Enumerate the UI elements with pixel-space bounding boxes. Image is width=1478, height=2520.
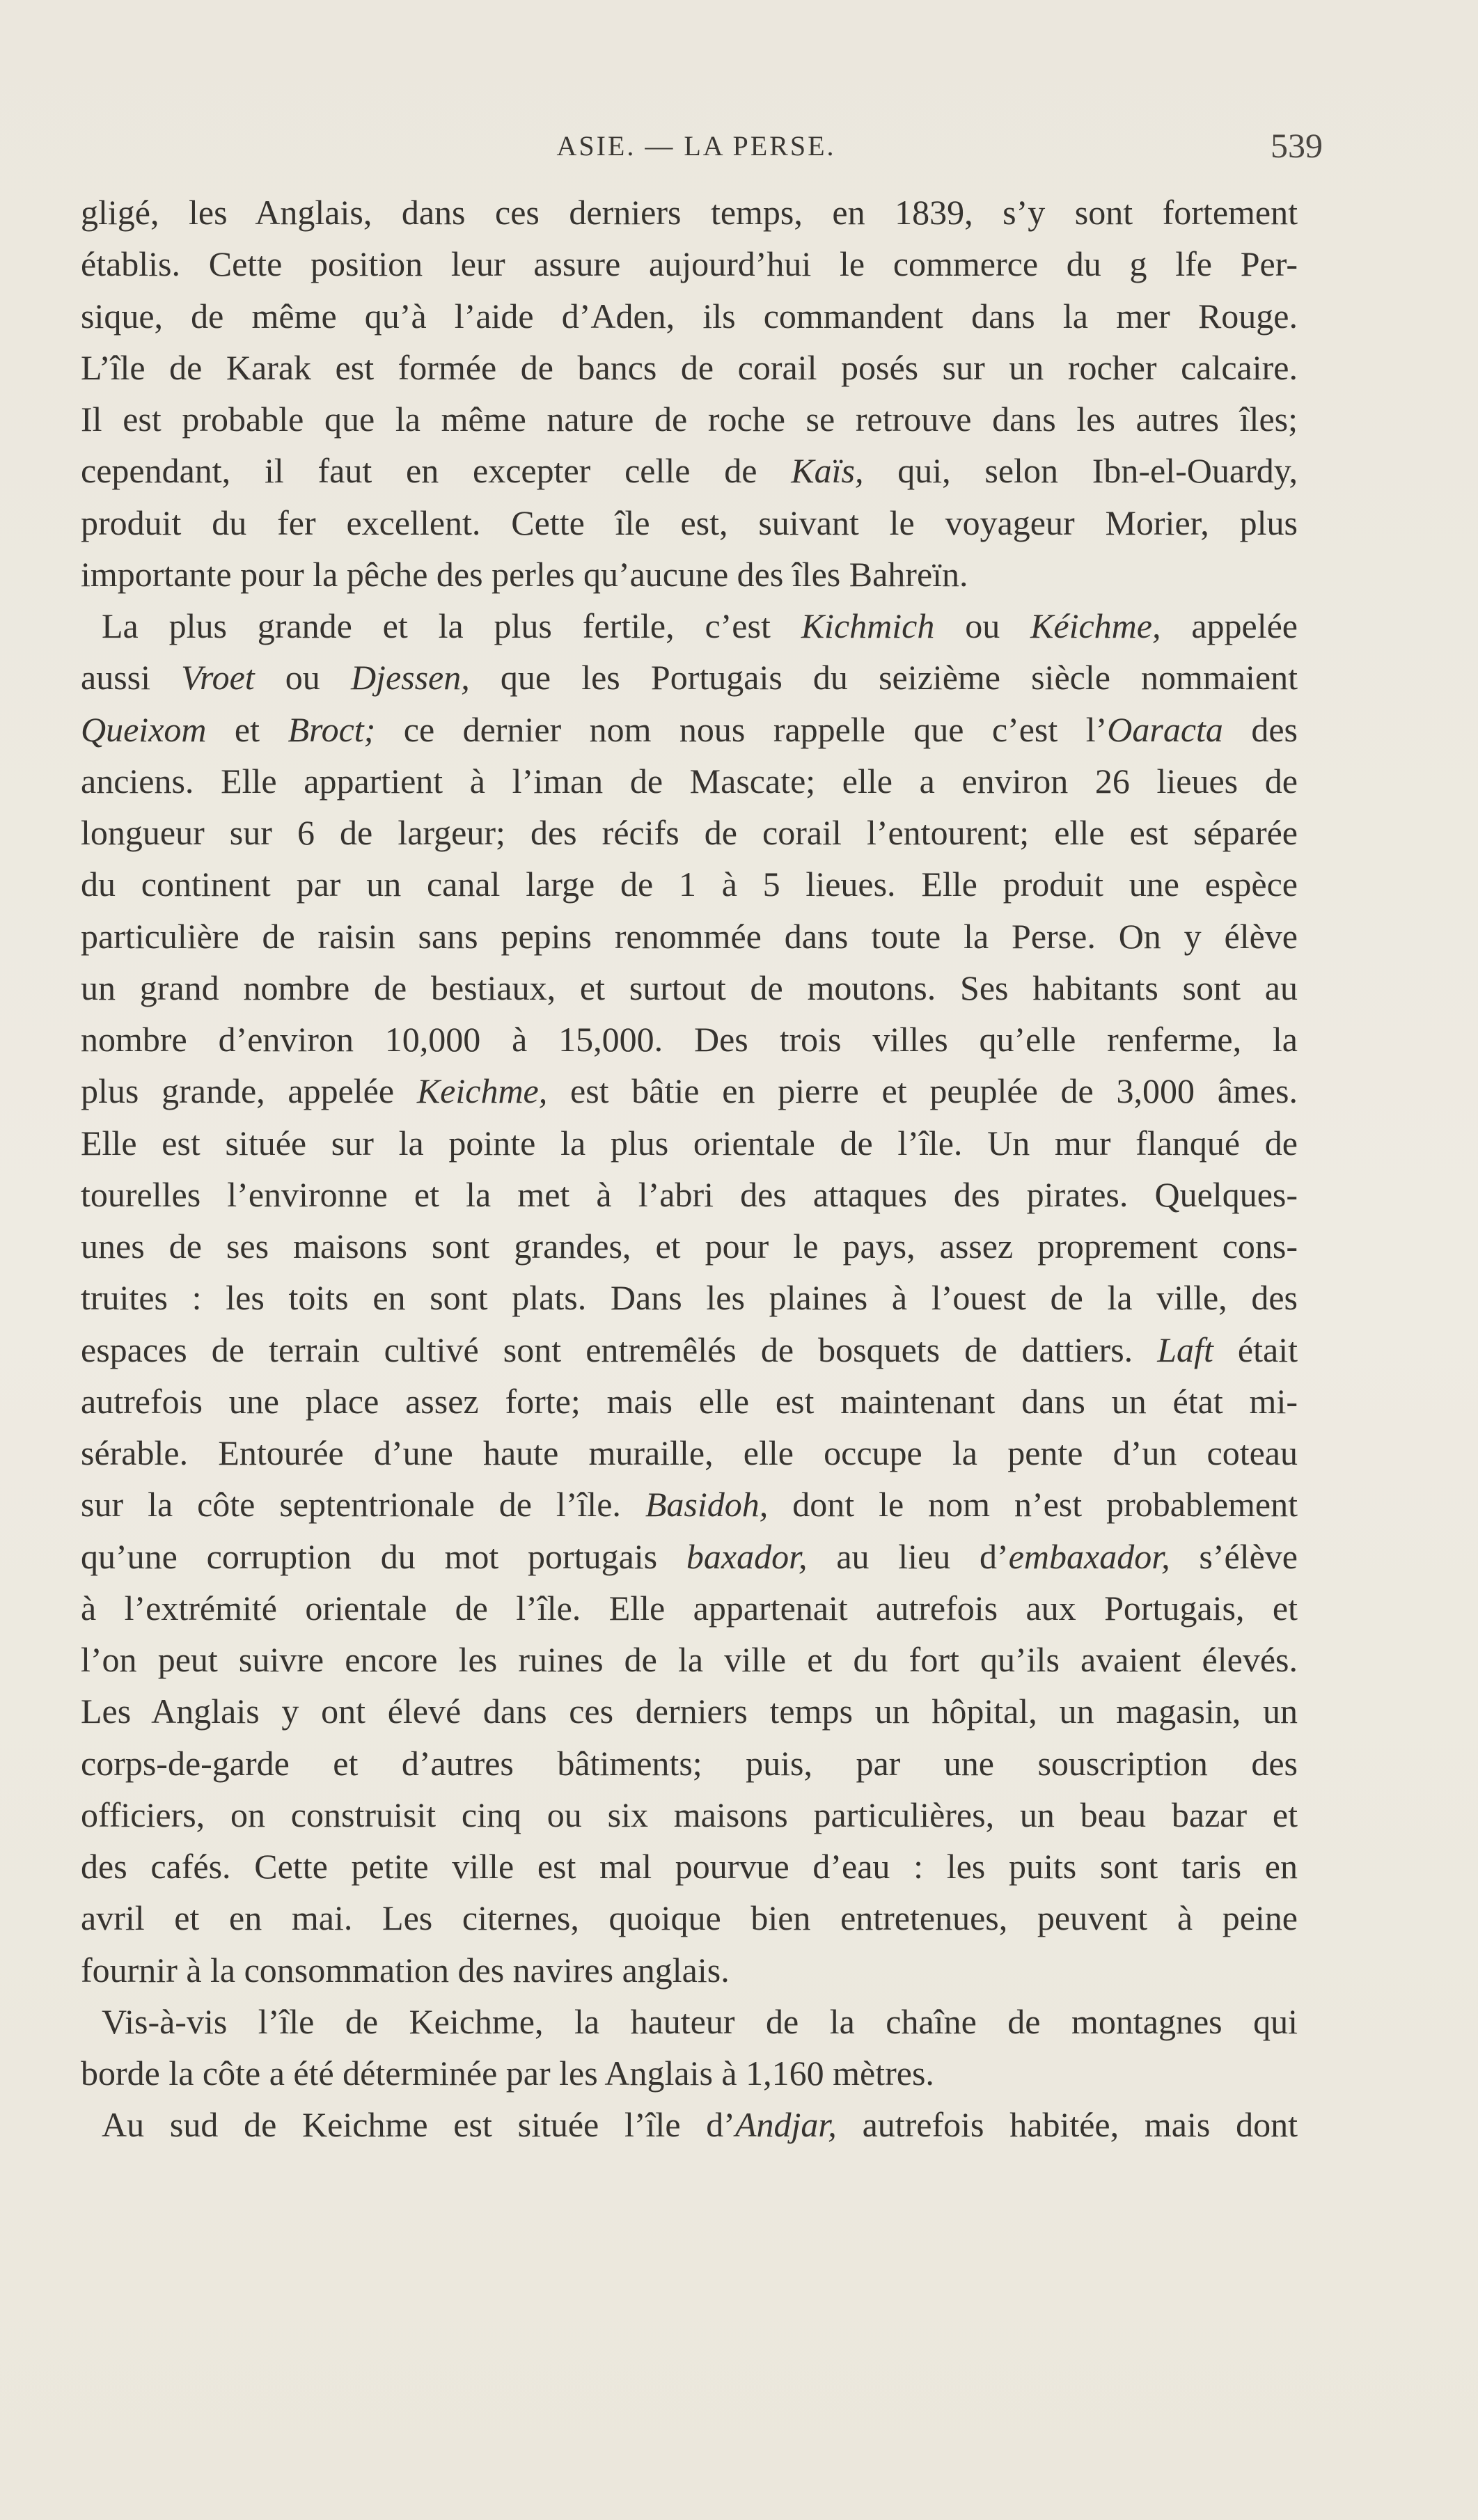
text-line bbox=[81, 290, 1298, 342]
italic-text-segment: Kichmich bbox=[801, 606, 935, 645]
text-segment: corps-de-garde et d’autres bâtiments; puis, par une souscription des bbox=[81, 1743, 1298, 1783]
text-segment: Elle est située sur la pointe la plus orientale de l’île. Un mur flanqué de bbox=[81, 1123, 1298, 1163]
text-segment: établis. Cette position leur assure aujourd’hui le commerce du g lfe Per- bbox=[81, 244, 1298, 284]
text-line bbox=[81, 1117, 1298, 1169]
text-segment: que les Portugais du seizième siècle nommaient bbox=[469, 658, 1298, 698]
text-line bbox=[81, 1634, 1298, 1685]
text-line bbox=[81, 704, 1298, 755]
text-segment: l’on peut suivre encore les ruines de la ville et du fort qu’ils avaient élevés. bbox=[81, 1640, 1298, 1679]
text-segment: particulière de raisin sans pepins renommée dans toute la Perse. On y élève bbox=[81, 916, 1298, 956]
text-segment: qui, selon Ibn-el-Ouardy, bbox=[863, 451, 1298, 491]
text-segment: La plus grande et la plus fertile, c’est bbox=[102, 606, 801, 645]
text-line bbox=[81, 1582, 1298, 1634]
text-segment: anciens. Elle appartient à l’iman de Mascate; elle a environ 26 lieues de bbox=[81, 761, 1298, 801]
text-line bbox=[81, 1324, 1298, 1376]
text-segment: était bbox=[1213, 1330, 1298, 1369]
body-text bbox=[81, 187, 1298, 2219]
text-segment: fournir à la consommation des navires anglais. bbox=[81, 1950, 730, 1990]
text-segment: est bâtie en pierre et peuplée de 3,000 âmes. bbox=[547, 1071, 1298, 1111]
italic-text-segment: Laft bbox=[1157, 1330, 1213, 1369]
text-line bbox=[81, 1789, 1298, 1841]
text-segment: produit du fer excellent. Cette île est, suivant le voyageur Morier, plus bbox=[81, 503, 1298, 542]
text-segment: L’île de Karak est formée de bancs de corail posés sur un rocher calcaire. bbox=[81, 347, 1298, 387]
text-segment: un grand nombre de bestiaux, et surtout de moutons. Ses habitants sont au bbox=[81, 968, 1298, 1007]
text-segment: gligé, les Anglais, dans ces derniers temps, en 1839, s’y sont fortement bbox=[81, 193, 1298, 232]
text-line bbox=[81, 755, 1298, 807]
text-segment: dont le nom n’est probablement bbox=[768, 1485, 1298, 1525]
text-segment: ce dernier nom nous rappelle que c’est l’ bbox=[375, 709, 1108, 749]
text-segment: longueur sur 6 de largeur; des récifs de corail l’entourent; elle est séparée bbox=[81, 813, 1298, 852]
italic-text-segment: Kaïs, bbox=[791, 451, 864, 491]
text-line bbox=[81, 2099, 1298, 2150]
text-line bbox=[81, 962, 1298, 1014]
text-line bbox=[81, 807, 1298, 858]
italic-text-segment: Basidoh, bbox=[645, 1485, 769, 1525]
text-segment: s’élève bbox=[1170, 1536, 1298, 1576]
text-segment: avril et en mai. Les citernes, quoique bien entretenues, peuvent à peine bbox=[81, 1898, 1298, 1938]
text-line bbox=[81, 1685, 1298, 1737]
text-line bbox=[81, 1892, 1298, 1944]
text-line bbox=[81, 393, 1298, 445]
text-segment: unes de ses maisons sont grandes, et pour le pays, assez proprement cons- bbox=[81, 1227, 1298, 1266]
text-segment: borde la côte a été déterminée par les Anglais à 1,160 mètres. bbox=[81, 2054, 934, 2093]
text-line bbox=[81, 1531, 1298, 1582]
text-line bbox=[81, 187, 1298, 238]
italic-text-segment: Andjar, bbox=[734, 2105, 837, 2145]
text-line bbox=[81, 1996, 1298, 2047]
text-segment: ou bbox=[934, 606, 1031, 645]
italic-text-segment: Queixom bbox=[81, 709, 207, 749]
italic-text-segment: Kéichme, bbox=[1030, 606, 1161, 645]
text-line bbox=[81, 1841, 1298, 1892]
text-segment: autrefois habitée, mais dont bbox=[836, 2105, 1298, 2145]
text-line bbox=[81, 1376, 1298, 1427]
running-title: ASIE. — LA PERSE. bbox=[556, 130, 836, 162]
text-line bbox=[81, 445, 1298, 496]
running-head bbox=[0, 126, 1478, 178]
text-line bbox=[81, 652, 1298, 703]
text-segment: plus grande, appelée bbox=[81, 1071, 417, 1111]
text-segment: nombre d’environ 10,000 à 15,000. Des trois villes qu’elle renferme, la bbox=[81, 1020, 1298, 1059]
text-segment: sur la côte septentrionale de l’île. bbox=[81, 1485, 645, 1525]
italic-text-segment: Vroet bbox=[181, 658, 255, 698]
italic-text-segment: baxador, bbox=[686, 1536, 808, 1576]
text-line bbox=[81, 2047, 1298, 2099]
page-number: 539 bbox=[1271, 126, 1323, 165]
text-segment: importante pour la pêche des perles qu’aucune des îles Bahreïn. bbox=[81, 554, 968, 594]
text-line bbox=[81, 1220, 1298, 1272]
italic-text-segment: Djessen, bbox=[350, 658, 470, 698]
text-segment: Les Anglais y ont élevé dans ces derniers temps un hôpital, un magasin, un bbox=[81, 1692, 1298, 1731]
text-line bbox=[81, 549, 1298, 600]
text-line bbox=[81, 600, 1298, 652]
text-segment: appelée bbox=[1161, 606, 1298, 645]
text-segment: Il est probable que la même nature de roche se retrouve dans les autres îles; bbox=[81, 400, 1298, 439]
text-line bbox=[81, 1738, 1298, 1789]
text-line bbox=[81, 497, 1298, 549]
italic-text-segment: Broct; bbox=[288, 709, 376, 749]
text-line bbox=[81, 1272, 1298, 1323]
text-line bbox=[81, 342, 1298, 393]
italic-text-segment: embaxador, bbox=[1008, 1536, 1170, 1576]
text-segment: officiers, on construisit cinq ou six maisons particulières, un beau bazar et bbox=[81, 1795, 1298, 1834]
text-segment: des bbox=[1223, 709, 1298, 749]
text-segment: tourelles l’environne et la met à l’abri des attaques des pirates. Quelques- bbox=[81, 1174, 1298, 1214]
text-line bbox=[81, 1944, 1298, 1996]
text-segment: au lieu d’ bbox=[807, 1536, 1009, 1576]
text-line bbox=[81, 1065, 1298, 1117]
text-segment: aussi bbox=[81, 658, 182, 698]
text-segment: espaces de terrain cultivé sont entremêlés de bosquets de dattiers. bbox=[81, 1330, 1158, 1369]
text-segment: qu’une corruption du mot portugais bbox=[81, 1536, 686, 1576]
italic-text-segment: Keichme, bbox=[416, 1071, 548, 1111]
text-segment: cependant, il faut en excepter celle de bbox=[81, 451, 792, 491]
text-line bbox=[81, 1014, 1298, 1065]
text-line bbox=[81, 1169, 1298, 1220]
text-segment: des cafés. Cette petite ville est mal pourvue d’eau : les puits sont taris en bbox=[81, 1847, 1298, 1886]
text-line bbox=[81, 858, 1298, 910]
text-segment: et bbox=[206, 709, 288, 749]
text-segment: Vis-à-vis l’île de Keichme, la hauteur de la chaîne de montagnes qui bbox=[102, 2001, 1298, 2041]
text-line bbox=[81, 238, 1298, 290]
text-segment: ou bbox=[254, 658, 351, 698]
text-segment: du continent par un canal large de 1 à 5 lieues. Elle produit une espèce bbox=[81, 865, 1298, 904]
text-segment: autrefois une place assez forte; mais elle est maintenant dans un état mi- bbox=[81, 1381, 1298, 1421]
text-segment: sique, de même qu’à l’aide d’Aden, ils commandent dans la mer Rouge. bbox=[81, 296, 1298, 336]
text-line bbox=[81, 911, 1298, 962]
text-segment: à l’extrémité orientale de l’île. Elle appartenait autrefois aux Portugais, et bbox=[81, 1588, 1298, 1628]
text-line bbox=[81, 1479, 1298, 1530]
text-segment: Au sud de Keichme est située l’île d’ bbox=[102, 2105, 735, 2145]
text-line bbox=[81, 1427, 1298, 1479]
italic-text-segment: Oaracta bbox=[1107, 709, 1223, 749]
text-segment: truites : les toits en sont plats. Dans les plaines à l’ouest de la ville, des bbox=[81, 1278, 1298, 1318]
text-segment: sérable. Entourée d’une haute muraille, elle occupe la pente d’un coteau bbox=[81, 1433, 1298, 1472]
